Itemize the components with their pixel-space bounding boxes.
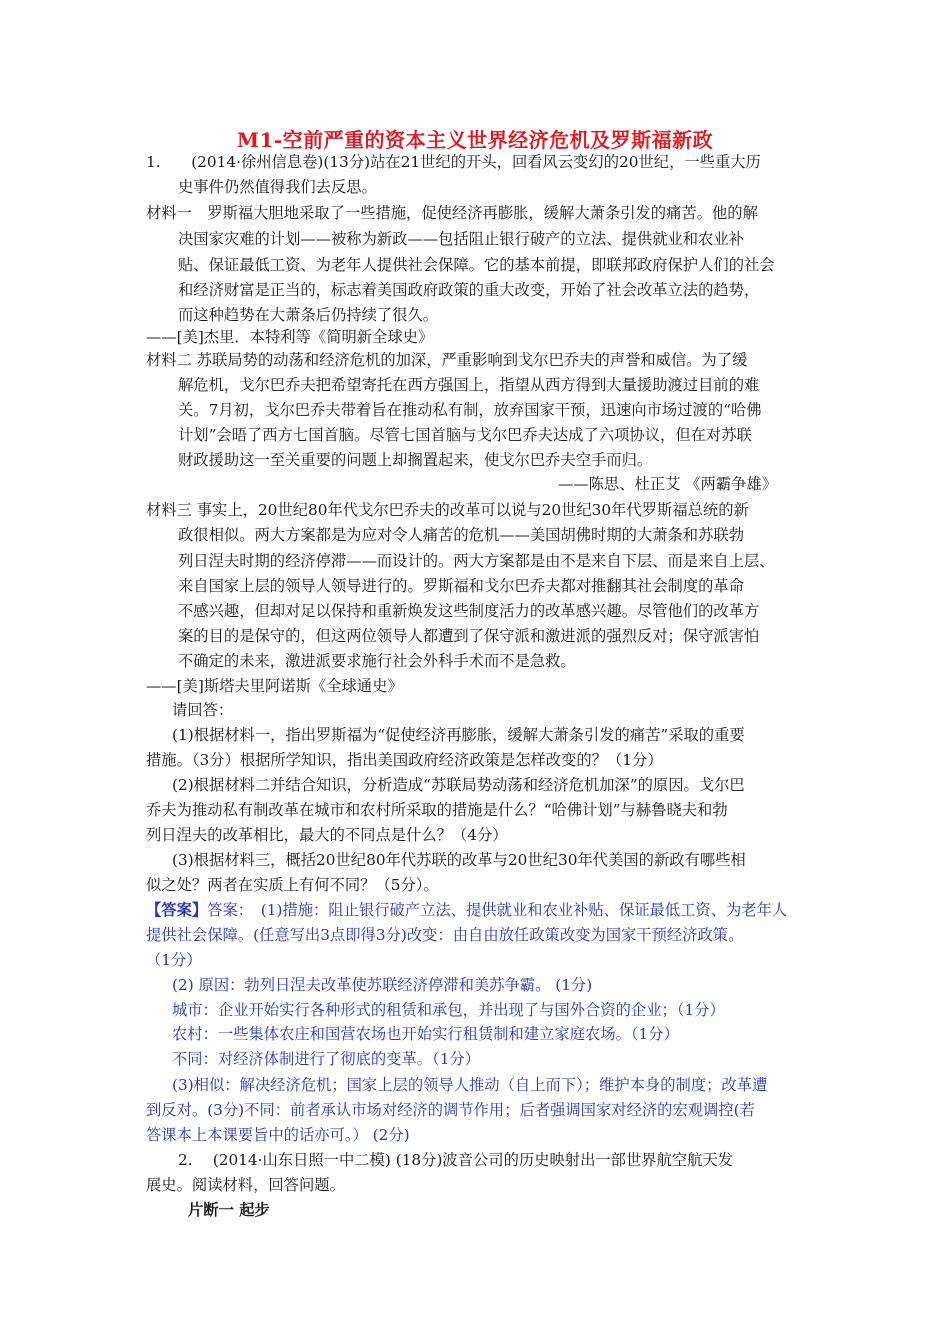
sub-question-2-line-1: (2)根据材料二并结合知识，分析造成“苏联局势动荡和经济危机加深”的原因。戈尔巴 [172,776,745,794]
fragment-1-heading: 片断一 起步 [188,1201,270,1219]
material-2-line-4: 计划”会晤了西方七国首脑。尽管七国首脑与戈尔巴乔夫达成了六项协议，但在对苏联 [178,426,752,444]
sub-question-2-line-3: 列日涅夫的改革相比，最大的不同点是什么？（4分） [146,826,508,844]
material-1-line-4: 和经济财富是正当的，标志着美国政府政策的重大改变，开始了社会改革立法的趋势， [178,281,760,299]
material-3-line-3: 列日涅夫时期的经济停滞——而设计的。两大方案都是由不是来自下层、而是来自上层、 [178,552,775,570]
material-2-line-3: 关。7月初，戈尔巴乔夫带着旨在推动私有制，放弃国家干预，迅速向市场过渡的“哈佛 [178,401,762,419]
answer-line-1 [146,898,787,922]
material-1-source: ——[美]杰里．本特利等《简明新全球史》 [146,328,434,346]
answer-line-10: 答课本上本课要旨中的话亦可。） (2分) [146,1126,410,1144]
answer-tag: 【答案】 [146,901,208,919]
material-3-source: ——[美]斯塔夫里阿诺斯《全球通史》 [146,677,403,695]
sub-question-3-line-1: (3)根据材料三，概括20世纪80年代苏联的改革与20世纪30年代美国的新政有哪些相 [172,851,746,869]
material-1-line-2: 决国家灾难的计划——被称为新政——包括阻止银行破产的立法、提供就业和农业补 [178,230,744,248]
material-2-line-5: 财政援助这一至关重要的问题上却搁置起来，使戈尔巴乔夫空手而归。 [178,451,653,469]
material-2-source: ——陈思、杜正艾 《两霸争雄》 [558,475,778,493]
sub-question-1-line-2: 措施。（3分）根据所学知识，指出美国政府经济政策是怎样改变的？（1分） [146,751,663,769]
answer-line-8: (3)相似：解决经济危机；国家上层的领导人推动（自上而下）；维护本身的制度；改革遭 [172,1076,768,1094]
answer-line-9: 到反对。(3分)不同：前者承认市场对经济的调节作用；后者强调国家对经济的宏观调控(若 [146,1101,755,1119]
question-1-line-2: 史事件仍然值得我们去反思。 [178,178,377,196]
question-1-line-1: 1. (2014·徐州信息卷)(13分)站在21世纪的开头，回看风云变幻的20世纪，一些重大历 [146,153,761,171]
material-3-line-5: 不感兴趣，但却对足以保持和重新焕发这些制度活力的改革感兴趣。尽管他们的改革方 [178,602,760,620]
answer-line-3: （1分） [146,951,202,969]
answer-line-4: (2) 原因：勃列日涅夫改革使苏联经济停滞和美苏争霸。 (1分) [172,976,593,994]
material-3-line-6: 案的目的是保守的，但这两位领导人都遭到了保守派和激进派的强烈反对；保守派害怕 [178,627,760,645]
sub-question-2-line-2: 乔夫为推动私有制改革在城市和农村所采取的措施是什么？“哈佛计划”与赫鲁晓夫和勃 [146,801,728,819]
material-2-line-1: 材料二 苏联局势的动荡和经济危机的加深，严重影响到戈尔巴乔夫的声誉和威信。为了缓 [146,351,748,369]
answer-line-6: 农村：一些集体农庄和国营农场也开始实行租赁制和建立家庭农场。（1分） [172,1025,679,1043]
document-title: M1-空前严重的资本主义世界经济危机及罗斯福新政 [236,128,714,152]
answer-line-2: 提供社会保障。(任意写出3点即得3分)改变：由自由放任政策改变为国家干预经济政策。 [146,926,744,944]
material-1-line-3: 贴、保证最低工资、为老年人提供社会保障。它的基本前提，即联邦政府保护人们的社会 [178,256,775,274]
material-1-line-1: 材料一 罗斯福大胆地采取了一些措施，促使经济再膨胀，缓解大萧条引发的痛苦。他的解 [146,204,758,222]
question-2-line-2: 展史。阅读材料，回答问题。 [146,1176,345,1194]
answer-prompt: 请回答： [172,701,234,719]
answer-line-1-text: 答案： (1)措施：阻止银行破产立法、提供就业和农业补贴、保证最低工资、为老年人 [207,901,788,919]
question-2-line-1: 2. (2014·山东日照一中二模) (18分)波音公司的历史映射出一部世界航空航天发 [178,1151,734,1169]
material-2-line-2: 解危机，戈尔巴乔夫把希望寄托在西方强国上，指望从西方得到大量援助渡过目前的难 [178,376,760,394]
answer-line-5: 城市：企业开始实行各种形式的租赁和承包，并出现了与国外合资的企业；（1分） [172,1001,725,1019]
answer-line-7: 不同：对经济体制进行了彻底的变革。（1分） [172,1050,481,1068]
material-3-line-1: 材料三 事实上，20世纪80年代戈尔巴乔夫的改革可以说与20世纪30年代罗斯福总统的新 [146,501,749,519]
material-3-line-7: 不确定的未来，激进派要求施行社会外科手术而不是急救。 [178,652,576,670]
material-1-line-5: 而这种趋势在大萧条后仍持续了很久。 [178,306,439,324]
sub-question-3-line-2: 似之处？两者在实质上有何不同？（5分）。 [146,876,439,894]
material-3-line-2: 政很相似。两大方案都是为应对令人痛苦的危机——美国胡佛时期的大萧条和苏联勃 [178,526,744,544]
sub-question-1-line-1: (1)根据材料一，指出罗斯福为“促使经济再膨胀，缓解大萧条引发的痛苦”采取的重要 [172,726,745,744]
material-3-line-4: 来自国家上层的领导人领导进行的。罗斯福和戈尔巴乔夫都对推翻其社会制度的革命 [178,577,744,595]
